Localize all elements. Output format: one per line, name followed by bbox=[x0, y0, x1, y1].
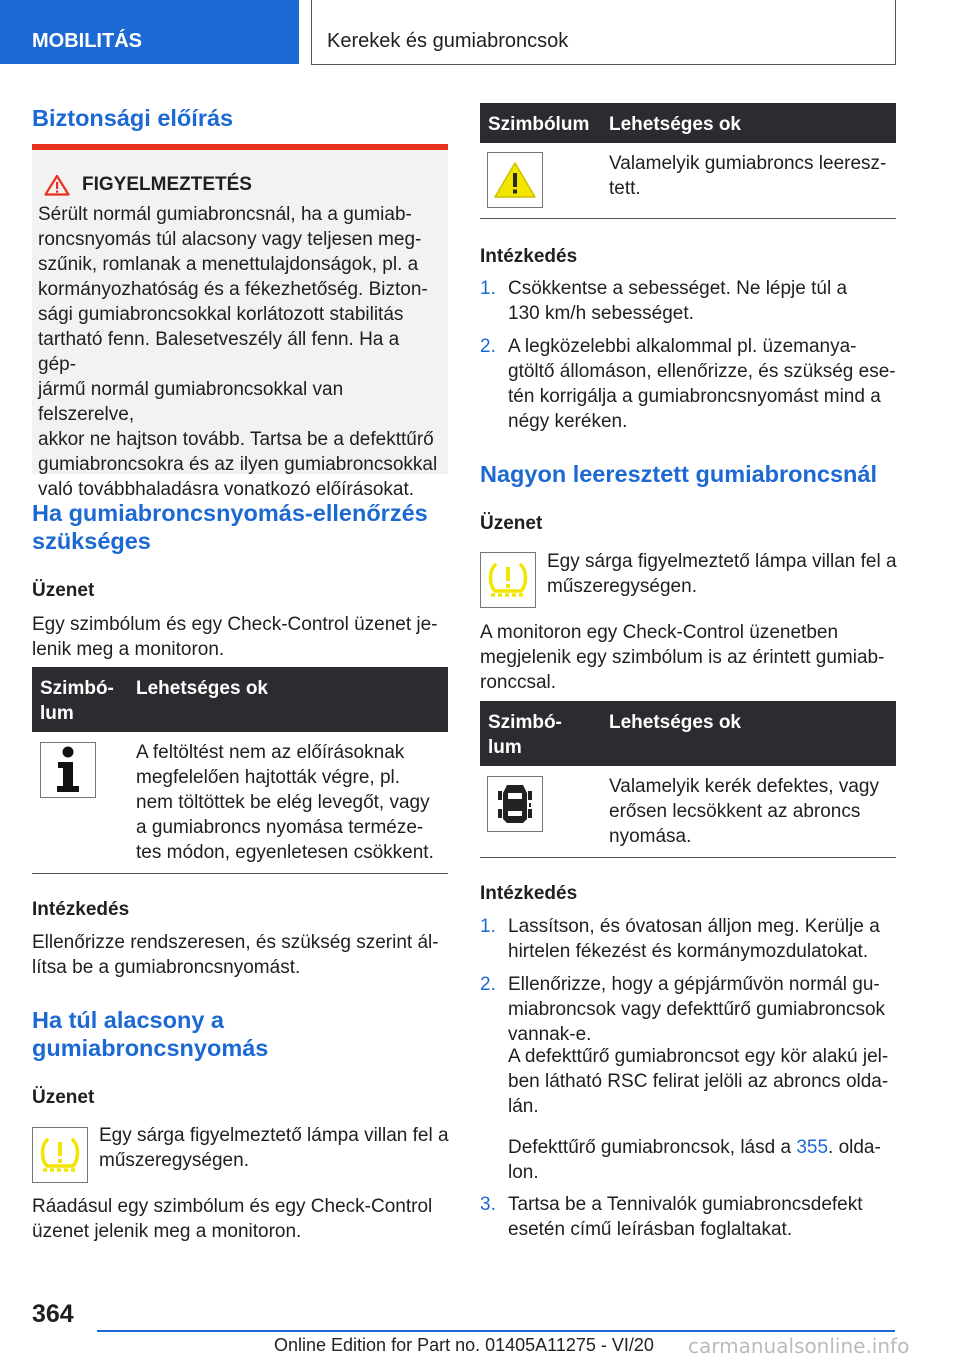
list-item bbox=[480, 334, 896, 434]
heading-flat-tire: Nagyon leeresztett gumiabroncsnál bbox=[480, 461, 877, 487]
message-label: Üzenet bbox=[32, 1087, 95, 1108]
step-number: 1. bbox=[480, 278, 496, 299]
text-line: lenik meg a monitoron. bbox=[32, 639, 225, 660]
text-line: 130 km/h sebességet. bbox=[508, 303, 694, 324]
heading-line: Ha túl alacsony a bbox=[32, 1007, 224, 1033]
text-line: Ráadásul egy szimbólum és egy Check-Control bbox=[32, 1196, 433, 1217]
page-link[interactable]: 355 bbox=[796, 1137, 829, 1158]
text-line: hirtelen fékezést és kormánymozdulatokat. bbox=[508, 941, 869, 962]
cause-line: megfelelően hajtották végre, pl. bbox=[136, 767, 401, 788]
symbol-cell bbox=[32, 732, 128, 874]
warning-triangle-icon bbox=[487, 152, 543, 208]
message-label: Üzenet bbox=[480, 513, 543, 534]
text-line: lítsa be a gumiabroncsnyomást. bbox=[32, 957, 301, 978]
cause-line: a gumiabroncs nyomása terméze- bbox=[136, 817, 424, 838]
heading-line: szükséges bbox=[32, 528, 151, 554]
table-row bbox=[32, 732, 448, 874]
table-header-cause: Lehetséges ok bbox=[601, 103, 896, 143]
warning-line: sági gumiabroncsokkal korlátozott stabilitás bbox=[38, 304, 404, 325]
section-tab: MOBILITÁS bbox=[0, 0, 299, 64]
step-text bbox=[508, 276, 847, 326]
warning-line: tartható fenn. Balesetveszély áll fenn. Ha a gép- bbox=[38, 329, 400, 375]
cause-line: nem töltöttek be elég levegőt, vagy bbox=[136, 792, 430, 813]
warning-title-text: FIGYELMEZTETÉS bbox=[82, 174, 252, 195]
action-steps bbox=[480, 268, 896, 434]
cause-line: A feltöltést nem az előírásoknak bbox=[136, 742, 405, 763]
edition-text: Online Edition for Part no. 01405A11275 - VI/20 bbox=[274, 1335, 654, 1355]
text-line: Ellenőrizze, hogy a gépjárművön normál gu- bbox=[508, 974, 880, 995]
tire-pressure-warning-icon bbox=[32, 1127, 88, 1183]
header-line: Szimbó- bbox=[488, 712, 562, 733]
warning-line: gumiabroncsokra és az ilyen gumiabroncsokkal bbox=[38, 454, 438, 475]
list-item bbox=[480, 972, 896, 1047]
heading-low-pressure bbox=[32, 1006, 268, 1062]
list-item bbox=[480, 914, 896, 964]
step-number: 2. bbox=[480, 974, 496, 995]
action-label: Intézkedés bbox=[480, 883, 578, 904]
warning-triangle-icon bbox=[44, 174, 70, 196]
header-line: lum bbox=[40, 703, 74, 724]
heading-line: gumiabroncsnyomás bbox=[32, 1035, 269, 1061]
reference-text: Defekttűrő gumiabroncsok, lásd a bbox=[508, 1137, 797, 1158]
list-item bbox=[480, 1192, 896, 1242]
text-line: A legközelebbi alkalommal pl. üzemanya- bbox=[508, 336, 857, 357]
page-number: 364 bbox=[32, 1300, 74, 1328]
warning-line: roncsnyomás túl alacsony vagy teljesen meg- bbox=[38, 229, 422, 250]
table-header-cause: Lehetséges ok bbox=[128, 667, 448, 732]
text-line: négy keréken. bbox=[508, 411, 628, 432]
cause-cell bbox=[128, 732, 448, 874]
cause-line: Valamelyik kerék defektes, vagy bbox=[609, 776, 879, 797]
message-text bbox=[32, 612, 452, 662]
lamp-text bbox=[547, 549, 899, 599]
monitor-text bbox=[480, 620, 900, 695]
header-line: Szimbó- bbox=[40, 678, 114, 699]
warning-line: jármű normál gumiabroncsokkal van felszerelve, bbox=[38, 379, 344, 425]
extra-text bbox=[32, 1194, 452, 1244]
table-header-symbol bbox=[32, 667, 128, 732]
symbol-cell bbox=[480, 766, 601, 858]
table-row bbox=[480, 766, 896, 858]
cause-line: tett. bbox=[609, 178, 641, 199]
warning-title bbox=[44, 172, 440, 198]
text-line: lon. bbox=[508, 1162, 539, 1183]
text-line: Csökkentse a sebességet. Ne lépje túl a bbox=[508, 278, 848, 299]
warning-line: való továbbhaladásra vonatkozó előírásokat. bbox=[38, 479, 415, 500]
table-header-symbol bbox=[480, 701, 601, 766]
text-line: esetén című leírásban foglaltakat. bbox=[508, 1219, 793, 1240]
cause-line: Valamelyik gumiabroncs leeresz- bbox=[609, 153, 887, 174]
text-line: Egy szimbólum és egy Check-Control üzenet je- bbox=[32, 614, 438, 635]
step-text bbox=[508, 914, 880, 964]
warning-line: kormányozhatóság és a fékezhetőség. Bizton- bbox=[38, 279, 428, 300]
step-text bbox=[508, 1192, 863, 1242]
step-number: 2. bbox=[480, 336, 496, 357]
tire-pressure-warning-icon bbox=[480, 552, 536, 608]
text-line: lán. bbox=[508, 1096, 539, 1117]
table-header-cause: Lehetséges ok bbox=[601, 701, 896, 766]
list-item bbox=[480, 276, 896, 326]
text-line: műszeregységen. bbox=[99, 1150, 249, 1171]
text-line: Lassítson, és óvatosan álljon meg. Kerülje a bbox=[508, 916, 880, 937]
text-line: gtöltő állomáson, ellenőrizze, és szükség ese- bbox=[508, 361, 896, 382]
reference-text: . olda- bbox=[828, 1137, 881, 1158]
action-text bbox=[32, 930, 452, 980]
text-line: megjelenik egy szimbólum is az érintett gumiab- bbox=[480, 647, 885, 668]
action-label: Intézkedés bbox=[32, 899, 130, 920]
cause-line: tes módon, egyenletesen csökkent. bbox=[136, 842, 434, 863]
symbol-table-warning bbox=[480, 103, 896, 219]
message-label: Üzenet bbox=[32, 580, 95, 601]
warning-line: akkor ne hajtson tovább. Tartsa be a defekttűrő bbox=[38, 429, 434, 450]
heading-pressure-check bbox=[32, 499, 428, 555]
step-number: 3. bbox=[480, 1194, 496, 1215]
heading-line: Ha gumiabroncsnyomás-ellenőrzés bbox=[32, 500, 428, 526]
cause-line: nyomása. bbox=[609, 826, 692, 847]
cause-cell bbox=[601, 143, 896, 219]
text-line: miabroncsok vagy defekttűrő gumiabroncsok bbox=[508, 999, 886, 1020]
step-text bbox=[508, 972, 885, 1047]
warning-line: Sérült normál gumiabroncsnál, ha a gumiab- bbox=[38, 204, 412, 225]
text-line: vannak-e. bbox=[508, 1024, 592, 1045]
warning-body bbox=[38, 202, 440, 502]
symbol-table-flat bbox=[480, 701, 896, 858]
text-line: Egy sárga figyelmeztető lámpa villan fel a bbox=[99, 1125, 449, 1146]
text-line: Egy sárga figyelmeztető lámpa villan fel a bbox=[547, 551, 897, 572]
table-row bbox=[480, 143, 896, 219]
text-line: A defekttűrő gumiabroncsot egy kör alakú jel- bbox=[508, 1046, 889, 1067]
info-icon bbox=[40, 742, 96, 798]
warning-box bbox=[32, 144, 448, 500]
header-line: lum bbox=[488, 737, 522, 758]
text-line bbox=[508, 1135, 900, 1160]
text-line: Tartsa be a Tennivalók gumiabroncsdefekt bbox=[508, 1194, 863, 1215]
text-line: ronccsal. bbox=[480, 672, 557, 693]
text-line: üzenet jelenik meg a monitoron. bbox=[32, 1221, 302, 1242]
cause-line: erősen lecsökkent az abroncs bbox=[609, 801, 861, 822]
text-line: tén korrigálja a gumiabroncsnyomást mind a bbox=[508, 386, 881, 407]
symbol-table-info bbox=[32, 667, 448, 874]
cause-cell bbox=[601, 766, 896, 858]
text-line: műszeregységen. bbox=[547, 576, 697, 597]
footer-divider bbox=[97, 1330, 895, 1332]
step-text bbox=[508, 334, 896, 434]
step-note bbox=[480, 1044, 900, 1119]
step-note-reference bbox=[480, 1135, 900, 1185]
text-line: Ellenőrizze rendszeresen, és szükség szerint ál- bbox=[32, 932, 439, 953]
warning-line: szűnik, romlanak a menettulajdonságok, pl. a bbox=[38, 254, 419, 275]
car-flat-tire-icon bbox=[487, 776, 543, 832]
action-label: Intézkedés bbox=[480, 246, 578, 267]
step-number: 1. bbox=[480, 916, 496, 937]
table-header-symbol: Szimbólum bbox=[480, 103, 601, 143]
chapter-title: Kerekek és gumiabroncsok bbox=[311, 0, 896, 65]
watermark: carmanualsonline.info bbox=[688, 1334, 910, 1358]
heading-safety: Biztonsági előírás bbox=[32, 105, 234, 131]
symbol-cell bbox=[480, 143, 601, 219]
text-line: A monitoron egy Check-Control üzenetben bbox=[480, 622, 839, 643]
action-steps bbox=[480, 906, 896, 1047]
text-line: ben látható RSC felirat jelöli az abroncs olda- bbox=[508, 1071, 889, 1092]
action-steps bbox=[480, 1184, 896, 1242]
lamp-text bbox=[99, 1123, 451, 1173]
